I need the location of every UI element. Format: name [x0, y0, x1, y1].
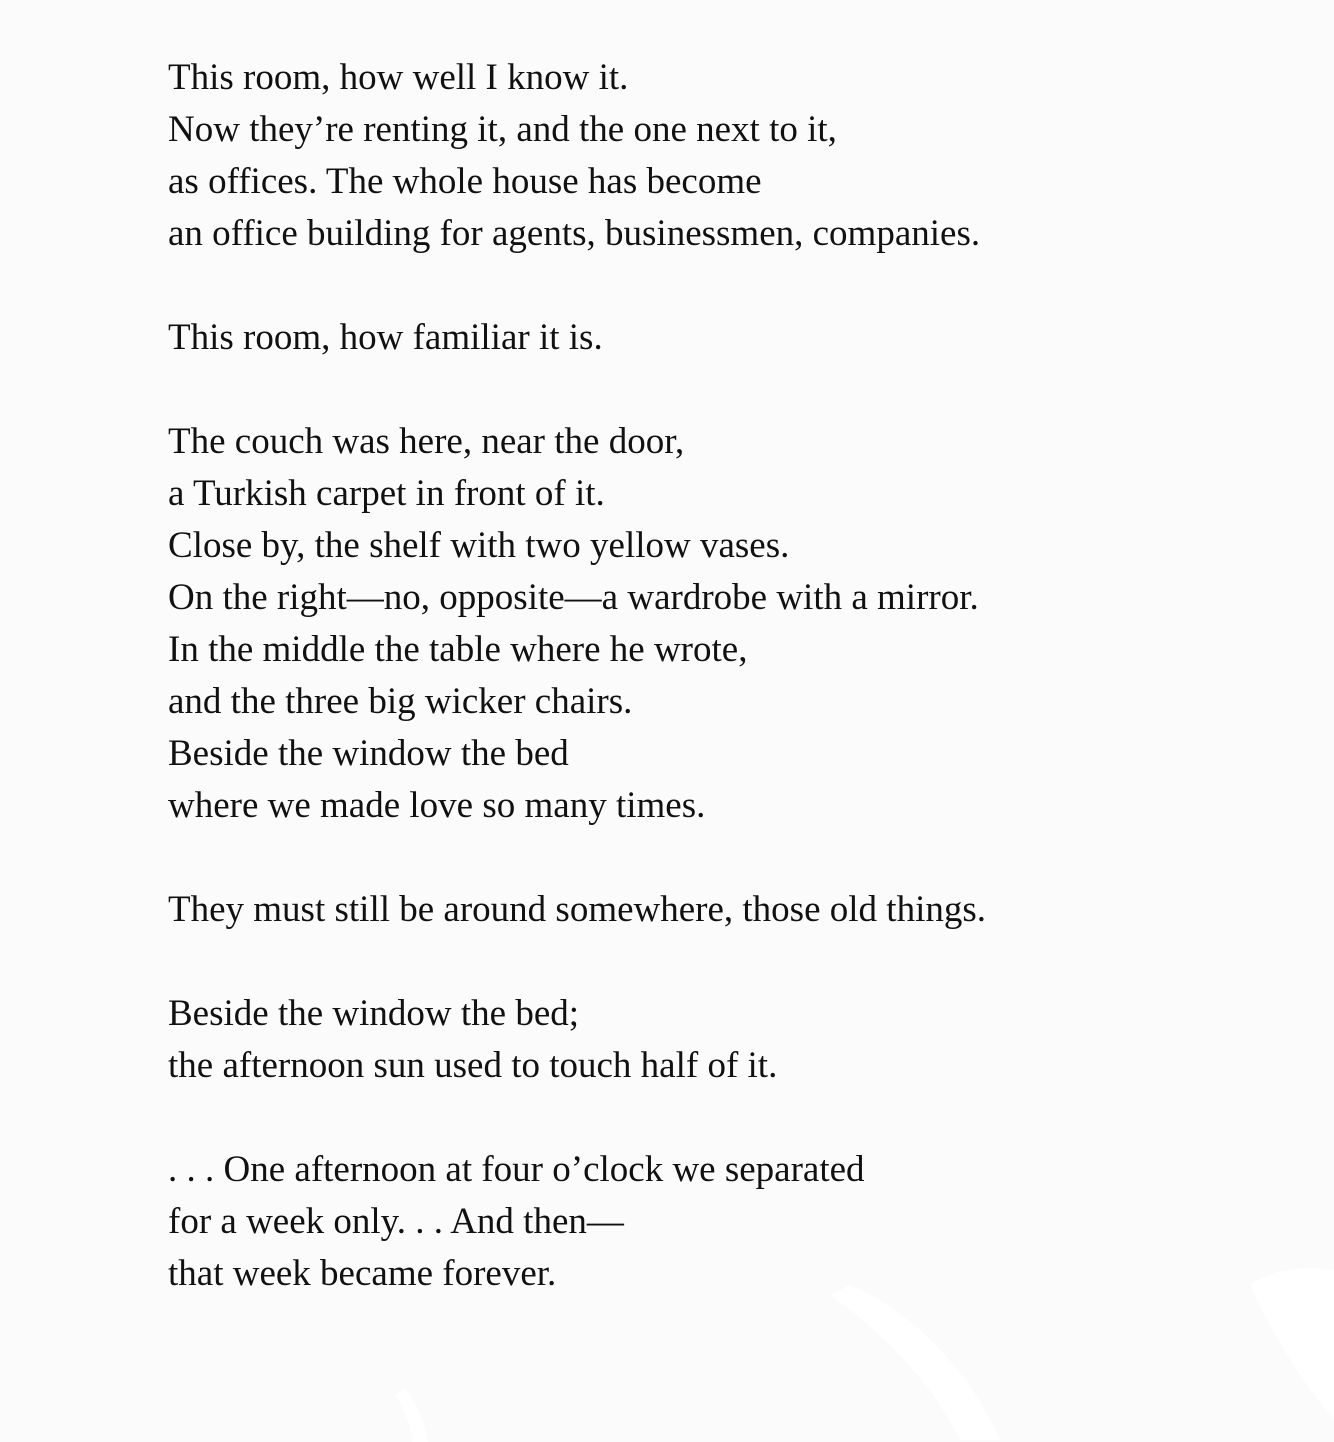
poem-line: a Turkish carpet in front of it.	[168, 473, 605, 514]
poem-line: Close by, the shelf with two yellow vases.	[168, 525, 790, 566]
poem-line: that week became forever.	[168, 1253, 557, 1294]
poem-line: and the three big wicker chairs.	[168, 681, 633, 722]
poem-line: They must still be around somewhere, those old things.	[168, 889, 986, 930]
poem-line: Beside the window the bed	[168, 733, 569, 774]
poem-line: The couch was here, near the door,	[168, 421, 685, 462]
poem-line: On the right—no, opposite—a wardrobe with a mirror.	[168, 577, 979, 618]
poem-stanza	[168, 1144, 1268, 1300]
poem-stanza	[168, 416, 1268, 832]
poem-line: for a week only. . . And then—	[168, 1201, 624, 1242]
poem-stanza	[168, 312, 1268, 364]
poem-stanza	[168, 884, 1268, 936]
poem-text	[168, 52, 1268, 1300]
poem-line: as offices. The whole house has become	[168, 161, 762, 202]
poem-line: Now they’re renting it, and the one next to it,	[168, 109, 837, 150]
poem-line: Beside the window the bed;	[168, 993, 580, 1034]
poem-line: an office building for agents, businessmen, companies.	[168, 213, 981, 254]
poem-line: This room, how familiar it is.	[168, 317, 603, 358]
poem-stanza	[168, 52, 1268, 260]
poem-line: where we made love so many times.	[168, 785, 706, 826]
poem-line: In the middle the table where he wrote,	[168, 629, 748, 670]
poem-line: the afternoon sun used to touch half of it.	[168, 1045, 778, 1086]
poem-line: . . . One afternoon at four o’clock we separated	[168, 1149, 865, 1190]
poem-stanza	[168, 988, 1268, 1092]
poem-line: This room, how well I know it.	[168, 57, 629, 98]
